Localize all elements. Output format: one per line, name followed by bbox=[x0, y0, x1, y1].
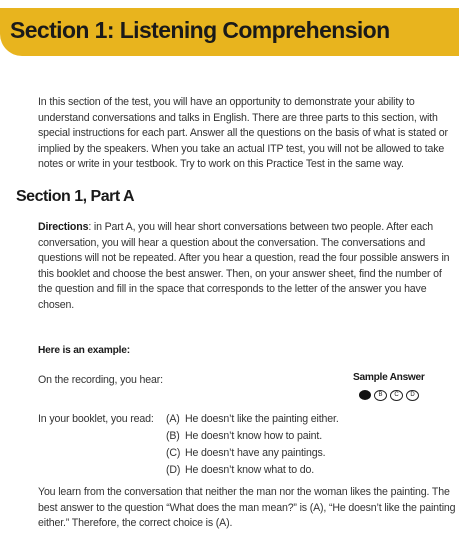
option-c bbox=[166, 447, 325, 459]
sample-answer-bubbles bbox=[359, 390, 419, 401]
directions-paragraph bbox=[38, 220, 458, 313]
example-label: Here is an example: bbox=[38, 345, 130, 356]
booklet-lead: In your booklet, you read: bbox=[38, 413, 154, 425]
intro-paragraph: In this section of the test, you will have an opportunity to demonstrate your ability to understand conversations and talks in English. There are three parts to this section, with special instructions for each part. Answer all the questions on the basis of what is stated or implied by the speakers. When you take an actual ITP test, you will not be allowed to take notes or write in your testbook. Try to work on this Practice Test in the same way. bbox=[38, 96, 448, 170]
section-banner bbox=[0, 8, 459, 56]
option-d-letter: (D) bbox=[166, 464, 181, 476]
option-b-letter: (B) bbox=[166, 430, 180, 442]
option-a bbox=[166, 413, 339, 425]
sample-answer-label: Sample Answer bbox=[353, 372, 425, 383]
option-a-text: He doesn’t like the painting either. bbox=[185, 413, 339, 425]
conclusion-paragraph: You learn from the conversation that neither the man nor the woman likes the painting. The best answer to the question “What does the man mean?” is (A), “He doesn’t like the painting either.” Therefore, the correct choice is (A). bbox=[38, 486, 456, 529]
section-title: Section 1: Listening Comprehension bbox=[10, 17, 390, 43]
part-a-heading: Section 1, Part A bbox=[16, 188, 135, 205]
answer-bubble-a bbox=[359, 390, 371, 400]
option-d bbox=[166, 464, 314, 476]
option-d-text: He doesn’t know what to do. bbox=[185, 464, 315, 476]
option-c-letter: (C) bbox=[166, 447, 181, 459]
option-c-text: He doesn’t have any paintings. bbox=[185, 447, 326, 459]
option-b bbox=[166, 430, 322, 442]
option-a-letter: (A) bbox=[166, 413, 180, 425]
answer-bubble-d: D bbox=[406, 390, 419, 401]
answer-bubble-c: C bbox=[390, 390, 403, 401]
option-b-text: He doesn’t know how to paint. bbox=[185, 430, 322, 442]
answer-bubble-b: B bbox=[374, 390, 387, 401]
directions-text: : in Part A, you will hear short conversations between two people. After each conversation, you will hear a question about the conversation. The conversations and questions will not be repeated. After you hear a question, read the four possible answers in this booklet and choose the best answer. Then, on your answer sheet, find the number of the question and fill in the space that corresponds to the letter of the answer you have chosen. bbox=[38, 221, 450, 311]
directions-label: Directions bbox=[38, 221, 89, 233]
recording-text: On the recording, you hear: bbox=[38, 374, 163, 386]
